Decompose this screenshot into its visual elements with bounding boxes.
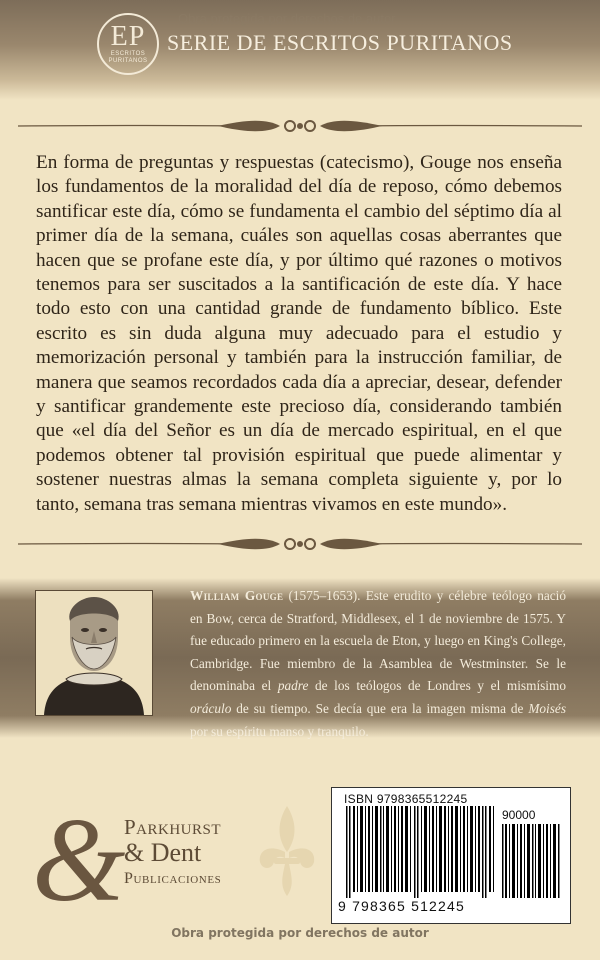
logo-sub-line-2: PURITANOS	[108, 58, 148, 64]
ampersand-logo-icon	[30, 800, 130, 910]
publisher-line-1: Parkhurst	[124, 815, 222, 839]
publisher-line-3: Publicaciones	[124, 870, 222, 887]
barcode-addon-digits: 90000	[502, 808, 536, 822]
bio-emphasis-padre: padre	[277, 678, 309, 694]
logo-letters: EP	[110, 21, 146, 52]
middle-ornament-divider	[18, 535, 582, 553]
series-logo	[97, 13, 159, 75]
isbn-barcode	[331, 787, 571, 924]
author-biography	[190, 585, 566, 743]
barcode-digits: 9 798365 512245	[338, 898, 465, 914]
book-description: En forma de preguntas y respuestas (catecismo), Gouge nos enseña los fundamentos de la moralidad del día de reposo, cómo debemos santificar este día, cómo se fundamenta el cambio del séptimo día al primer día de la semana, cuáles son aquellas cosas aberrantes que hacen que se profane este día, y por último qué razones o motivos tenemos para ser suscitados a la santificación de este día. Y hace todo esto con una cantidad grande de fundamento bíblico. Este escrito es sin duda alguna muy adecuado para el estudio y memorización personal y también para la instrucción familiar, de manera que seamos recordados cada día a apreciar, desear, defender y santificar grandemente este precioso día, considerando también que «el día del Señor es un día de mercado espiritual, en el que podemos obtener tal provisión espiritual que puede alimentar y sostener nuestras almas la semana completa siguiente y, por lo tanto, semana tras semana mientras vivamos en este mundo».	[36, 152, 562, 515]
bio-text-1: (1575–1653). Este erudito y célebre teólogo nació en Bow, cerca de Stratford, Middlesex, el 1 de noviembre de 1575. Y fue educado primero en la escuela de Eton, y luego en King's College, Cambridge. Fue miembro de la Asamblea de Westminster. Se le denominaba el	[190, 588, 566, 694]
logo-sub-line-1: ESCRITOS	[110, 51, 146, 57]
fleur-de-lis-icon	[252, 800, 322, 900]
publisher-name	[124, 814, 221, 892]
publisher-line-2: & Dent	[124, 838, 202, 867]
barcode-bars-main	[346, 806, 496, 898]
author-portrait	[35, 590, 153, 716]
barcode-bars-addon	[502, 824, 560, 898]
bio-text-2: de los teólogos de Londres y el mismísimo	[308, 678, 566, 694]
bio-emphasis-moises: Moisés	[528, 700, 566, 716]
bio-emphasis-oraculo: oráculo	[190, 700, 232, 716]
portrait-engraving	[36, 591, 152, 715]
svg-text:&: &	[32, 800, 126, 910]
bio-text-3: de su tiempo. Se decía que era la imagen misma de	[231, 700, 529, 716]
author-name: William Gouge	[190, 588, 284, 603]
series-title: SERIE DE ESCRITOS PURITANOS	[167, 30, 513, 55]
copyright-watermark: Obra protegida por derechos de autor	[171, 926, 429, 940]
top-ornament-divider	[18, 117, 582, 135]
bio-text-4: por su espíritu manso y tranquilo.	[190, 723, 369, 739]
isbn-label: ISBN 9798365512245	[344, 792, 468, 806]
bleed-through-text: Obra protegida por derechos de autor	[178, 11, 396, 26]
